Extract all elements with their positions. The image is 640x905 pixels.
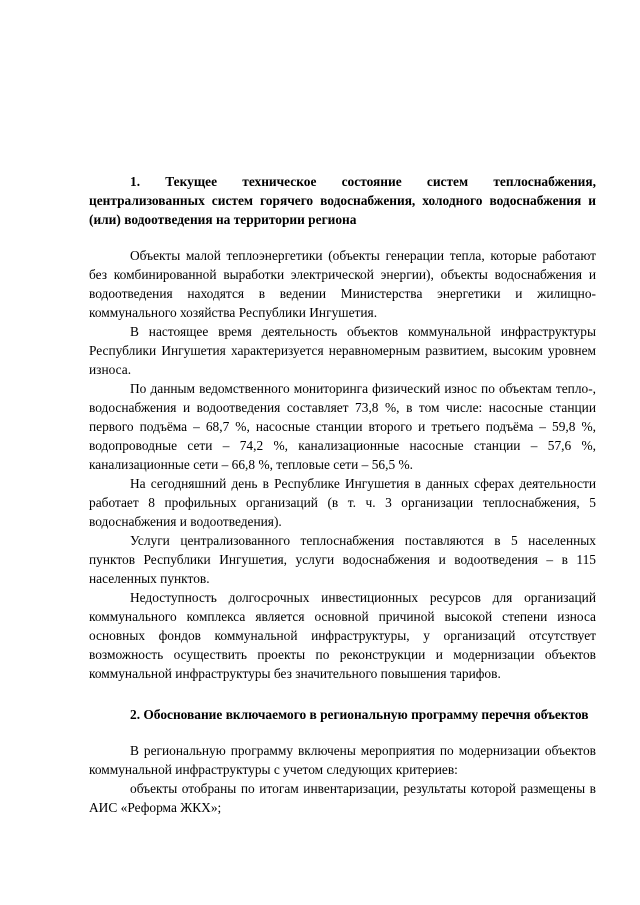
section-1-heading: 1. Текущее техническое состояние систем теплоснабжения, централизованных систем горячего водоснабжения, холодного водоснабжения и (или) водоотведения на территории региона xyxy=(89,174,596,227)
section-1-paragraph: Недоступность долгосрочных инвестиционных ресурсов для организаций коммунального комплекса является основной причиной высокой степени износа основных фондов коммунальной инфраструктуры, у организаций отсутствует возможность осуществить проекты по реконструкции и модернизации объектов коммунальной инфраструктуры без значительного повышения тарифов. xyxy=(89,590,596,681)
section-1-paragraph: На сегодняшний день в Республике Ингушетия в данных сферах деятельности работает 8 профильных организаций (в т. ч. 3 организации теплоснабжения, 5 водоснабжения и водоотведения). xyxy=(89,476,596,529)
document-page xyxy=(89,172,596,817)
section-2-paragraph: объекты отобраны по итогам инвентаризации, результаты которой размещены в АИС «Реформа ЖКХ»; xyxy=(89,781,596,815)
section-2-paragraph: В региональную программу включены мероприятия по модернизации объектов коммунальной инфраструктуры с учетом следующих критериев: xyxy=(89,743,596,777)
spacer xyxy=(89,683,596,705)
section-1-paragraph: В настоящее время деятельность объектов коммунальной инфраструктуры Республики Ингушетия характеризуется неравномерным развитием, высоким уровнем износа. xyxy=(89,324,596,377)
spacer xyxy=(89,229,596,246)
section-1-paragraph: Услуги централизованного теплоснабжения поставляются в 5 населенных пунктов Республики Ингушетия, услуги водоснабжения и водоотведения – в 115 населенных пунктов. xyxy=(89,533,596,586)
spacer xyxy=(89,724,596,741)
section-1-paragraph: По данным ведомственного мониторинга физический износ по объектам тепло-, водоснабжения и водоотведения составляет 73,8 %, в том числе: насосные станции первого подъёма – 68,7 %, насосные станции второго и третьего подъёма – 59,8 %, водопроводные сети – 74,2 %, канализационные насосные станции – 57,6 %, канализационные сети – 66,8 %, тепловые сети – 56,5 %. xyxy=(89,381,596,472)
section-2-heading: 2. Обоснование включаемого в региональную программу перечня объектов xyxy=(130,707,589,722)
section-1-paragraph: Объекты малой теплоэнергетики (объекты генерации тепла, которые работают без комбинированной выработки электрической энергии), объекты водоснабжения и водоотведения находятся в ведении Министерства энергетики и жилищно-коммунального хозяйства Республики Ингушетия. xyxy=(89,248,596,320)
